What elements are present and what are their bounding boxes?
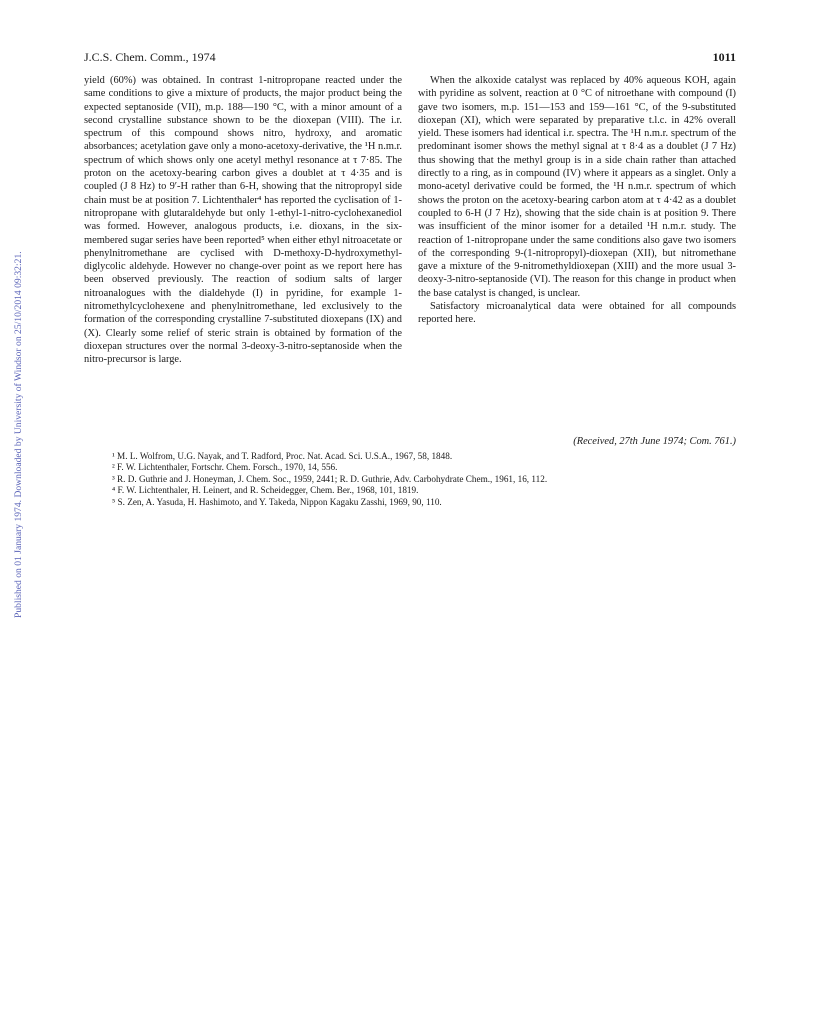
received-date xyxy=(573,436,736,447)
received-text: (Received, 27th June 1974; xyxy=(573,436,690,447)
left-paragraph: yield (60%) was obtained. In contrast 1-nitropropane reacted under the same conditions to give a mixture of products, the major product being the expected septanoside (VII), m.p. 188—190 °C, with a minor amount of a second crystalline substance shown to be the dioxepan (VIII). The i.r. spectrum of this compound shows nitro, hydroxy, and aromatic absorbances; acetylation gave only a mono-acetoxy-derivative, the ¹H n.m.r. spectrum of which shows only one acetyl methyl resonance at τ 7·85. The proton on the acetoxy-bearing carbon gives a doublet at τ 4·35 and is coupled (J 8 Hz) to 9′-H rather than 6-H, showing that the nitropropyl side chain must be at position 7. Lichtenthaler⁴ has reported the cyclisation of 1-nitropropane with glutaraldehyde but only 1-ethyl-1-nitro-cyclohexanediol was formed. However, analogous products, i.e. dioxans, in the six-membered sugar series have been reported⁵ when either ethyl nitroacetate or phenylnitromethane are cyclised with D-methoxy-D-hydroxymethyl-diglycolic aldehyde. However no change-over point as we report here has been observed previously. The reaction of sodium salts of larger nitroanalogues with the dialdehyde (I) in pyridine, for example 1-nitromethylcyclohexene and phenylnitromethane, led exclusively to the formation of the corresponding crystalline 7-substituted dioxepans (IX) and (X). Clearly some relief of steric strain is obtained by formation of the dioxepan structures over the normal 3-deoxy-3-nitro-septanoside when the nitro-precursor is large. xyxy=(84,75,402,366)
reference-item: ⁵ S. Zen, A. Yasuda, H. Hashimoto, and Y. Takeda, Nippon Kagaku Zasshi, 1969, 90, 110. xyxy=(112,496,442,507)
page-header xyxy=(84,50,736,66)
reference-item: ³ R. D. Guthrie and J. Honeyman, J. Chem. Soc., 1959, 2441; R. D. Guthrie, Adv. Carbohydrate Chem., 1961, 16, 112. xyxy=(112,473,548,484)
journal-title: J.C.S. Chem. Comm., 1974 xyxy=(84,50,216,64)
right-paragraph-1: When the alkoxide catalyst was replaced by 40% aqueous KOH, again with pyridine as solvent, reaction at 0 °C of nitroethane with compound (I) gave two isomers, m.p. 151—153 and 159—161 °C, of the 9-substituted dioxepan (XI), which were separated by preparative t.l.c. in 42% overall yield. These isomers had identical i.r. spectra. The ¹H n.m.r. spectrum of the predominant isomer shows the methyl signal at τ 8·4 as a doublet (J 7 Hz) thus showing that the methyl group is in a side chain rather than attached directly to a ring, as in compound (IV) where it appears as a singlet. Only a mono-acetyl derivative could be formed, the ¹H n.m.r. spectrum of which shows the proton on the acetoxy-bearing carbon atom at τ 4·42 as a doublet coupled to 6-H (J 7 Hz), showing that the side chain is at position 9. There was insufficient of the minor isomer for a detailed ¹H n.m.r. study. The reaction of 1-nitropropane under the same conditions also gave two isomers of the corresponding 9-(1-nitropropyl)-dioxepan (XII), but nitromethane gave a mixture of the 9-nitromethyldioxepan (XIII) and the more usual 3-deoxy-3-nitro-septanoside (VI). The reason for this change in product when the base catalyst is changed, is unclear. xyxy=(418,75,736,299)
reference-item: ¹ M. L. Wolfrom, U.G. Nayak, and T. Radford, Proc. Nat. Acad. Sci. U.S.A., 1967, 58, 1848. xyxy=(112,451,453,461)
download-stamp xyxy=(6,156,24,618)
communication-number: Com. 761.) xyxy=(689,436,736,447)
right-column xyxy=(418,74,736,327)
reference-item: ² F. W. Lichtenthaler, Fortschr. Chem. Forsch., 1970, 14, 556. xyxy=(112,462,338,473)
references-list xyxy=(112,451,732,508)
right-paragraph-2: Satisfactory microanalytical data were obtained for all compounds reported here. xyxy=(418,301,736,326)
download-stamp-text: Published on 01 January 1974. Downloaded by University of Windsor on 25/10/2014 09:32:21. xyxy=(13,251,24,618)
page-number: 1011 xyxy=(712,50,736,64)
reference-item: ⁴ F. W. Lichtenthaler, H. Leinert, and R. Scheidegger, Chem. Ber., 1968, 101, 1819. xyxy=(112,485,419,496)
left-column xyxy=(84,74,402,367)
